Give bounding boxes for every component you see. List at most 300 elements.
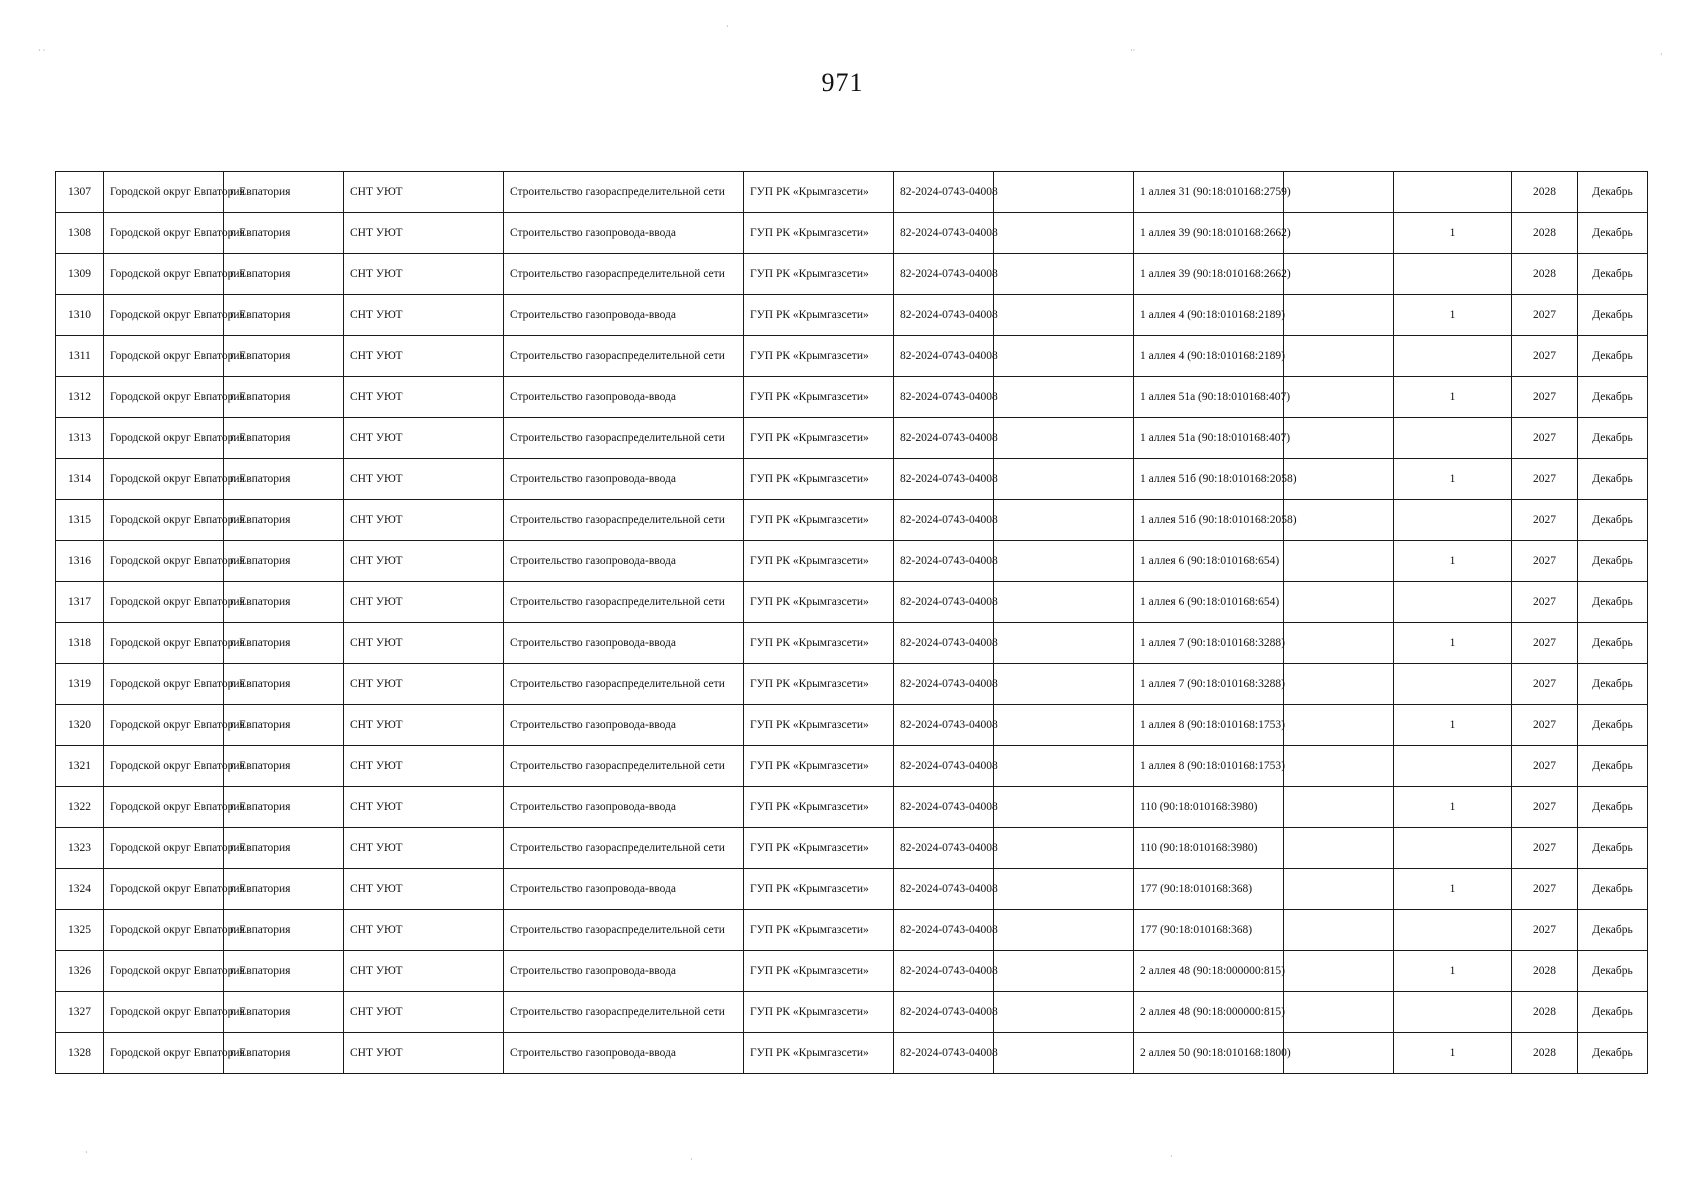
district-cell: Городской округ Евпатория bbox=[104, 541, 224, 582]
address-cell: 1 аллея 31 (90:18:010168:2759) bbox=[1134, 172, 1284, 213]
work-type-cell: Строительство газопровода-ввода bbox=[504, 213, 744, 254]
executor-cell: ГУП РК «Крымгазсети» bbox=[744, 418, 894, 459]
table-row bbox=[56, 254, 1648, 295]
city-cell: г. Евпатория bbox=[224, 746, 344, 787]
month-cell: Декабрь bbox=[1578, 910, 1648, 951]
district-cell: Городской округ Евпатория bbox=[104, 254, 224, 295]
address-cell: 1 аллея 51а (90:18:010168:407) bbox=[1134, 377, 1284, 418]
year-cell: 2027 bbox=[1512, 869, 1578, 910]
program-code-cell: 82-2024-0743-04008 bbox=[894, 213, 994, 254]
row-number: 1307 bbox=[56, 172, 104, 213]
organization-cell: СНТ УЮТ bbox=[344, 459, 504, 500]
district-cell: Городской округ Евпатория bbox=[104, 746, 224, 787]
work-type-cell: Строительство газопровода-ввода bbox=[504, 951, 744, 992]
blank-cell bbox=[994, 705, 1134, 746]
district-cell: Городской округ Евпатория bbox=[104, 418, 224, 459]
city-cell: г. Евпатория bbox=[224, 541, 344, 582]
district-cell: Городской округ Евпатория bbox=[104, 336, 224, 377]
blank-cell bbox=[994, 213, 1134, 254]
row-number: 1326 bbox=[56, 951, 104, 992]
table-row bbox=[56, 459, 1648, 500]
address-cell: 1 аллея 8 (90:18:010168:1753) bbox=[1134, 705, 1284, 746]
work-type-cell: Строительство газопровода-ввода bbox=[504, 541, 744, 582]
quantity-cell: 1 bbox=[1394, 1033, 1512, 1074]
blank-cell bbox=[994, 582, 1134, 623]
district-cell: Городской округ Евпатория bbox=[104, 992, 224, 1033]
quantity-cell bbox=[1394, 910, 1512, 951]
quantity-cell: 1 bbox=[1394, 951, 1512, 992]
table-row bbox=[56, 541, 1648, 582]
organization-cell: СНТ УЮТ bbox=[344, 746, 504, 787]
quantity-cell bbox=[1394, 664, 1512, 705]
quantity-cell: 1 bbox=[1394, 213, 1512, 254]
city-cell: г. Евпатория bbox=[224, 1033, 344, 1074]
blank-cell bbox=[994, 746, 1134, 787]
table-row bbox=[56, 623, 1648, 664]
note-cell bbox=[1284, 787, 1394, 828]
table-row bbox=[56, 582, 1648, 623]
note-cell bbox=[1284, 172, 1394, 213]
note-cell bbox=[1284, 254, 1394, 295]
scan-speck: · · bbox=[38, 46, 46, 55]
program-code-cell: 82-2024-0743-04008 bbox=[894, 582, 994, 623]
program-code-cell: 82-2024-0743-04008 bbox=[894, 459, 994, 500]
row-number: 1328 bbox=[56, 1033, 104, 1074]
address-cell: 1 аллея 6 (90:18:010168:654) bbox=[1134, 541, 1284, 582]
note-cell bbox=[1284, 213, 1394, 254]
work-type-cell: Строительство газораспределительной сети bbox=[504, 910, 744, 951]
quantity-cell: 1 bbox=[1394, 459, 1512, 500]
quantity-cell: 1 bbox=[1394, 295, 1512, 336]
row-number: 1316 bbox=[56, 541, 104, 582]
address-cell: 1 аллея 7 (90:18:010168:3288) bbox=[1134, 664, 1284, 705]
program-code-cell: 82-2024-0743-04008 bbox=[894, 705, 994, 746]
year-cell: 2028 bbox=[1512, 172, 1578, 213]
row-number: 1319 bbox=[56, 664, 104, 705]
district-cell: Городской округ Евпатория bbox=[104, 500, 224, 541]
blank-cell bbox=[994, 951, 1134, 992]
work-type-cell: Строительство газораспределительной сети bbox=[504, 992, 744, 1033]
month-cell: Декабрь bbox=[1578, 459, 1648, 500]
executor-cell: ГУП РК «Крымгазсети» bbox=[744, 828, 894, 869]
executor-cell: ГУП РК «Крымгазсети» bbox=[744, 705, 894, 746]
address-cell: 1 аллея 6 (90:18:010168:654) bbox=[1134, 582, 1284, 623]
row-number: 1314 bbox=[56, 459, 104, 500]
month-cell: Декабрь bbox=[1578, 582, 1648, 623]
table-row bbox=[56, 213, 1648, 254]
district-cell: Городской округ Евпатория bbox=[104, 787, 224, 828]
district-cell: Городской округ Евпатория bbox=[104, 705, 224, 746]
organization-cell: СНТ УЮТ bbox=[344, 336, 504, 377]
row-number: 1313 bbox=[56, 418, 104, 459]
work-type-cell: Строительство газораспределительной сети bbox=[504, 418, 744, 459]
program-code-cell: 82-2024-0743-04008 bbox=[894, 746, 994, 787]
row-number: 1308 bbox=[56, 213, 104, 254]
month-cell: Декабрь bbox=[1578, 336, 1648, 377]
work-type-cell: Строительство газораспределительной сети bbox=[504, 746, 744, 787]
address-cell: 2 аллея 48 (90:18:000000:815) bbox=[1134, 992, 1284, 1033]
year-cell: 2027 bbox=[1512, 705, 1578, 746]
district-cell: Городской округ Евпатория bbox=[104, 869, 224, 910]
month-cell: Декабрь bbox=[1578, 869, 1648, 910]
address-cell: 1 аллея 39 (90:18:010168:2662) bbox=[1134, 254, 1284, 295]
organization-cell: СНТ УЮТ bbox=[344, 664, 504, 705]
address-cell: 1 аллея 4 (90:18:010168:2189) bbox=[1134, 295, 1284, 336]
blank-cell bbox=[994, 254, 1134, 295]
row-number: 1311 bbox=[56, 336, 104, 377]
blank-cell bbox=[994, 869, 1134, 910]
city-cell: г. Евпатория bbox=[224, 213, 344, 254]
city-cell: г. Евпатория bbox=[224, 582, 344, 623]
year-cell: 2027 bbox=[1512, 787, 1578, 828]
district-cell: Городской округ Евпатория bbox=[104, 828, 224, 869]
organization-cell: СНТ УЮТ bbox=[344, 869, 504, 910]
work-type-cell: Строительство газораспределительной сети bbox=[504, 664, 744, 705]
executor-cell: ГУП РК «Крымгазсети» bbox=[744, 500, 894, 541]
table-row bbox=[56, 172, 1648, 213]
note-cell bbox=[1284, 828, 1394, 869]
district-cell: Городской округ Евпатория bbox=[104, 172, 224, 213]
program-code-cell: 82-2024-0743-04008 bbox=[894, 418, 994, 459]
executor-cell: ГУП РК «Крымгазсети» bbox=[744, 910, 894, 951]
program-code-cell: 82-2024-0743-04008 bbox=[894, 869, 994, 910]
organization-cell: СНТ УЮТ bbox=[344, 377, 504, 418]
row-number: 1312 bbox=[56, 377, 104, 418]
program-code-cell: 82-2024-0743-04008 bbox=[894, 295, 994, 336]
district-cell: Городской округ Евпатория bbox=[104, 623, 224, 664]
quantity-cell: 1 bbox=[1394, 377, 1512, 418]
organization-cell: СНТ УЮТ bbox=[344, 1033, 504, 1074]
quantity-cell bbox=[1394, 254, 1512, 295]
note-cell bbox=[1284, 459, 1394, 500]
program-code-cell: 82-2024-0743-04008 bbox=[894, 623, 994, 664]
year-cell: 2027 bbox=[1512, 459, 1578, 500]
executor-cell: ГУП РК «Крымгазсети» bbox=[744, 623, 894, 664]
table-row bbox=[56, 951, 1648, 992]
year-cell: 2028 bbox=[1512, 254, 1578, 295]
executor-cell: ГУП РК «Крымгазсети» bbox=[744, 336, 894, 377]
year-cell: 2027 bbox=[1512, 664, 1578, 705]
table-row bbox=[56, 705, 1648, 746]
quantity-cell bbox=[1394, 172, 1512, 213]
city-cell: г. Евпатория bbox=[224, 500, 344, 541]
table-row bbox=[56, 1033, 1648, 1074]
year-cell: 2027 bbox=[1512, 377, 1578, 418]
organization-cell: СНТ УЮТ bbox=[344, 418, 504, 459]
organization-cell: СНТ УЮТ bbox=[344, 213, 504, 254]
address-cell: 177 (90:18:010168:368) bbox=[1134, 869, 1284, 910]
executor-cell: ГУП РК «Крымгазсети» bbox=[744, 1033, 894, 1074]
city-cell: г. Евпатория bbox=[224, 377, 344, 418]
note-cell bbox=[1284, 705, 1394, 746]
organization-cell: СНТ УЮТ bbox=[344, 582, 504, 623]
quantity-cell bbox=[1394, 992, 1512, 1033]
district-cell: Городской округ Евпатория bbox=[104, 951, 224, 992]
quantity-cell bbox=[1394, 746, 1512, 787]
note-cell bbox=[1284, 336, 1394, 377]
blank-cell bbox=[994, 910, 1134, 951]
organization-cell: СНТ УЮТ bbox=[344, 705, 504, 746]
executor-cell: ГУП РК «Крымгазсети» bbox=[744, 869, 894, 910]
year-cell: 2027 bbox=[1512, 746, 1578, 787]
organization-cell: СНТ УЮТ bbox=[344, 541, 504, 582]
year-cell: 2027 bbox=[1512, 582, 1578, 623]
month-cell: Декабрь bbox=[1578, 172, 1648, 213]
row-number: 1318 bbox=[56, 623, 104, 664]
blank-cell bbox=[994, 459, 1134, 500]
city-cell: г. Евпатория bbox=[224, 787, 344, 828]
city-cell: г. Евпатория bbox=[224, 459, 344, 500]
note-cell bbox=[1284, 992, 1394, 1033]
quantity-cell bbox=[1394, 336, 1512, 377]
month-cell: Декабрь bbox=[1578, 377, 1648, 418]
blank-cell bbox=[994, 541, 1134, 582]
page-number: 971 bbox=[821, 68, 864, 97]
executor-cell: ГУП РК «Крымгазсети» bbox=[744, 213, 894, 254]
row-number: 1310 bbox=[56, 295, 104, 336]
month-cell: Декабрь bbox=[1578, 623, 1648, 664]
program-code-cell: 82-2024-0743-04008 bbox=[894, 541, 994, 582]
executor-cell: ГУП РК «Крымгазсети» bbox=[744, 295, 894, 336]
program-code-cell: 82-2024-0743-04008 bbox=[894, 377, 994, 418]
table-row bbox=[56, 295, 1648, 336]
blank-cell bbox=[994, 623, 1134, 664]
blank-cell bbox=[994, 1033, 1134, 1074]
row-number: 1317 bbox=[56, 582, 104, 623]
program-code-cell: 82-2024-0743-04008 bbox=[894, 336, 994, 377]
program-code-cell: 82-2024-0743-04008 bbox=[894, 828, 994, 869]
quantity-cell: 1 bbox=[1394, 787, 1512, 828]
city-cell: г. Евпатория bbox=[224, 254, 344, 295]
address-cell: 177 (90:18:010168:368) bbox=[1134, 910, 1284, 951]
year-cell: 2028 bbox=[1512, 992, 1578, 1033]
district-cell: Городской округ Евпатория bbox=[104, 1033, 224, 1074]
row-number: 1315 bbox=[56, 500, 104, 541]
city-cell: г. Евпатория bbox=[224, 705, 344, 746]
address-cell: 2 аллея 48 (90:18:000000:815) bbox=[1134, 951, 1284, 992]
organization-cell: СНТ УЮТ bbox=[344, 623, 504, 664]
year-cell: 2027 bbox=[1512, 541, 1578, 582]
district-cell: Городской округ Евпатория bbox=[104, 295, 224, 336]
executor-cell: ГУП РК «Крымгазсети» bbox=[744, 664, 894, 705]
city-cell: г. Евпатория bbox=[224, 910, 344, 951]
city-cell: г. Евпатория bbox=[224, 951, 344, 992]
blank-cell bbox=[994, 377, 1134, 418]
address-cell: 110 (90:18:010168:3980) bbox=[1134, 828, 1284, 869]
year-cell: 2027 bbox=[1512, 418, 1578, 459]
blank-cell bbox=[994, 336, 1134, 377]
district-cell: Городской округ Евпатория bbox=[104, 459, 224, 500]
address-cell: 2 аллея 50 (90:18:010168:1800) bbox=[1134, 1033, 1284, 1074]
program-code-cell: 82-2024-0743-04008 bbox=[894, 664, 994, 705]
year-cell: 2027 bbox=[1512, 623, 1578, 664]
city-cell: г. Евпатория bbox=[224, 664, 344, 705]
month-cell: Декабрь bbox=[1578, 418, 1648, 459]
executor-cell: ГУП РК «Крымгазсети» bbox=[744, 254, 894, 295]
month-cell: Декабрь bbox=[1578, 1033, 1648, 1074]
address-cell: 1 аллея 51б (90:18:010168:2058) bbox=[1134, 459, 1284, 500]
executor-cell: ГУП РК «Крымгазсети» bbox=[744, 746, 894, 787]
month-cell: Декабрь bbox=[1578, 213, 1648, 254]
row-number: 1323 bbox=[56, 828, 104, 869]
month-cell: Декабрь bbox=[1578, 254, 1648, 295]
scan-speck: · bbox=[690, 1155, 693, 1164]
note-cell bbox=[1284, 295, 1394, 336]
note-cell bbox=[1284, 664, 1394, 705]
quantity-cell bbox=[1394, 500, 1512, 541]
table-row bbox=[56, 910, 1648, 951]
quantity-cell: 1 bbox=[1394, 705, 1512, 746]
program-code-cell: 82-2024-0743-04008 bbox=[894, 910, 994, 951]
table-row bbox=[56, 377, 1648, 418]
address-cell: 1 аллея 4 (90:18:010168:2189) bbox=[1134, 336, 1284, 377]
scan-speck: · bbox=[1170, 1152, 1173, 1161]
district-cell: Городской округ Евпатория bbox=[104, 377, 224, 418]
work-type-cell: Строительство газораспределительной сети bbox=[504, 582, 744, 623]
blank-cell bbox=[994, 295, 1134, 336]
work-type-cell: Строительство газопровода-ввода bbox=[504, 1033, 744, 1074]
work-type-cell: Строительство газораспределительной сети bbox=[504, 254, 744, 295]
organization-cell: СНТ УЮТ bbox=[344, 295, 504, 336]
note-cell bbox=[1284, 418, 1394, 459]
quantity-cell bbox=[1394, 582, 1512, 623]
table-row bbox=[56, 500, 1648, 541]
program-code-cell: 82-2024-0743-04008 bbox=[894, 254, 994, 295]
table-row bbox=[56, 746, 1648, 787]
work-type-cell: Строительство газораспределительной сети bbox=[504, 828, 744, 869]
scan-speck: · bbox=[1660, 50, 1663, 59]
executor-cell: ГУП РК «Крымгазсети» bbox=[744, 541, 894, 582]
table-row bbox=[56, 869, 1648, 910]
note-cell bbox=[1284, 500, 1394, 541]
table-row bbox=[56, 336, 1648, 377]
city-cell: г. Евпатория bbox=[224, 172, 344, 213]
row-number: 1320 bbox=[56, 705, 104, 746]
note-cell bbox=[1284, 910, 1394, 951]
district-cell: Городской округ Евпатория bbox=[104, 582, 224, 623]
city-cell: г. Евпатория bbox=[224, 992, 344, 1033]
year-cell: 2027 bbox=[1512, 500, 1578, 541]
row-number: 1309 bbox=[56, 254, 104, 295]
blank-cell bbox=[994, 992, 1134, 1033]
organization-cell: СНТ УЮТ bbox=[344, 787, 504, 828]
month-cell: Декабрь bbox=[1578, 992, 1648, 1033]
address-cell: 1 аллея 51а (90:18:010168:407) bbox=[1134, 418, 1284, 459]
program-code-cell: 82-2024-0743-04008 bbox=[894, 500, 994, 541]
row-number: 1324 bbox=[56, 869, 104, 910]
district-cell: Городской округ Евпатория bbox=[104, 213, 224, 254]
month-cell: Декабрь bbox=[1578, 541, 1648, 582]
note-cell bbox=[1284, 746, 1394, 787]
program-code-cell: 82-2024-0743-04008 bbox=[894, 1033, 994, 1074]
blank-cell bbox=[994, 664, 1134, 705]
executor-cell: ГУП РК «Крымгазсети» bbox=[744, 992, 894, 1033]
city-cell: г. Евпатория bbox=[224, 623, 344, 664]
work-type-cell: Строительство газопровода-ввода bbox=[504, 295, 744, 336]
organization-cell: СНТ УЮТ bbox=[344, 992, 504, 1033]
work-type-cell: Строительство газопровода-ввода bbox=[504, 377, 744, 418]
city-cell: г. Евпатория bbox=[224, 295, 344, 336]
quantity-cell: 1 bbox=[1394, 869, 1512, 910]
table-row bbox=[56, 992, 1648, 1033]
city-cell: г. Евпатория bbox=[224, 418, 344, 459]
organization-cell: СНТ УЮТ bbox=[344, 951, 504, 992]
address-cell: 110 (90:18:010168:3980) bbox=[1134, 787, 1284, 828]
address-cell: 1 аллея 39 (90:18:010168:2662) bbox=[1134, 213, 1284, 254]
table-row bbox=[56, 828, 1648, 869]
note-cell bbox=[1284, 582, 1394, 623]
blank-cell bbox=[994, 500, 1134, 541]
address-cell: 1 аллея 7 (90:18:010168:3288) bbox=[1134, 623, 1284, 664]
work-type-cell: Строительство газопровода-ввода bbox=[504, 787, 744, 828]
blank-cell bbox=[994, 828, 1134, 869]
month-cell: Декабрь bbox=[1578, 746, 1648, 787]
work-type-cell: Строительство газопровода-ввода bbox=[504, 705, 744, 746]
row-number: 1327 bbox=[56, 992, 104, 1033]
table-row bbox=[56, 664, 1648, 705]
district-cell: Городской округ Евпатория bbox=[104, 664, 224, 705]
row-number: 1325 bbox=[56, 910, 104, 951]
table-row bbox=[56, 787, 1648, 828]
month-cell: Декабрь bbox=[1578, 828, 1648, 869]
work-type-cell: Строительство газораспределительной сети bbox=[504, 500, 744, 541]
executor-cell: ГУП РК «Крымгазсети» bbox=[744, 582, 894, 623]
month-cell: Декабрь bbox=[1578, 951, 1648, 992]
executor-cell: ГУП РК «Крымгазсети» bbox=[744, 172, 894, 213]
year-cell: 2028 bbox=[1512, 951, 1578, 992]
table-body bbox=[56, 172, 1648, 1074]
note-cell bbox=[1284, 377, 1394, 418]
work-type-cell: Строительство газопровода-ввода bbox=[504, 459, 744, 500]
note-cell bbox=[1284, 869, 1394, 910]
scan-speck: · bbox=[85, 1148, 88, 1157]
quantity-cell bbox=[1394, 418, 1512, 459]
organization-cell: СНТ УЮТ bbox=[344, 500, 504, 541]
year-cell: 2027 bbox=[1512, 295, 1578, 336]
month-cell: Декабрь bbox=[1578, 664, 1648, 705]
scan-speck: · bbox=[726, 22, 729, 31]
blank-cell bbox=[994, 172, 1134, 213]
blank-cell bbox=[994, 787, 1134, 828]
organization-cell: СНТ УЮТ bbox=[344, 172, 504, 213]
executor-cell: ГУП РК «Крымгазсети» bbox=[744, 787, 894, 828]
city-cell: г. Евпатория bbox=[224, 336, 344, 377]
city-cell: г. Евпатория bbox=[224, 869, 344, 910]
quantity-cell bbox=[1394, 828, 1512, 869]
organization-cell: СНТ УЮТ bbox=[344, 828, 504, 869]
quantity-cell: 1 bbox=[1394, 623, 1512, 664]
month-cell: Декабрь bbox=[1578, 705, 1648, 746]
executor-cell: ГУП РК «Крымгазсети» bbox=[744, 459, 894, 500]
year-cell: 2028 bbox=[1512, 1033, 1578, 1074]
work-type-cell: Строительство газопровода-ввода bbox=[504, 869, 744, 910]
month-cell: Декабрь bbox=[1578, 787, 1648, 828]
program-code-cell: 82-2024-0743-04008 bbox=[894, 172, 994, 213]
work-type-cell: Строительство газопровода-ввода bbox=[504, 623, 744, 664]
note-cell bbox=[1284, 951, 1394, 992]
year-cell: 2027 bbox=[1512, 910, 1578, 951]
table-row bbox=[56, 418, 1648, 459]
year-cell: 2028 bbox=[1512, 213, 1578, 254]
row-number: 1321 bbox=[56, 746, 104, 787]
address-cell: 1 аллея 8 (90:18:010168:1753) bbox=[1134, 746, 1284, 787]
organization-cell: СНТ УЮТ bbox=[344, 254, 504, 295]
program-code-cell: 82-2024-0743-04008 bbox=[894, 787, 994, 828]
program-code-cell: 82-2024-0743-04008 bbox=[894, 951, 994, 992]
blank-cell bbox=[994, 418, 1134, 459]
register-table bbox=[55, 171, 1648, 1074]
work-type-cell: Строительство газораспределительной сети bbox=[504, 172, 744, 213]
